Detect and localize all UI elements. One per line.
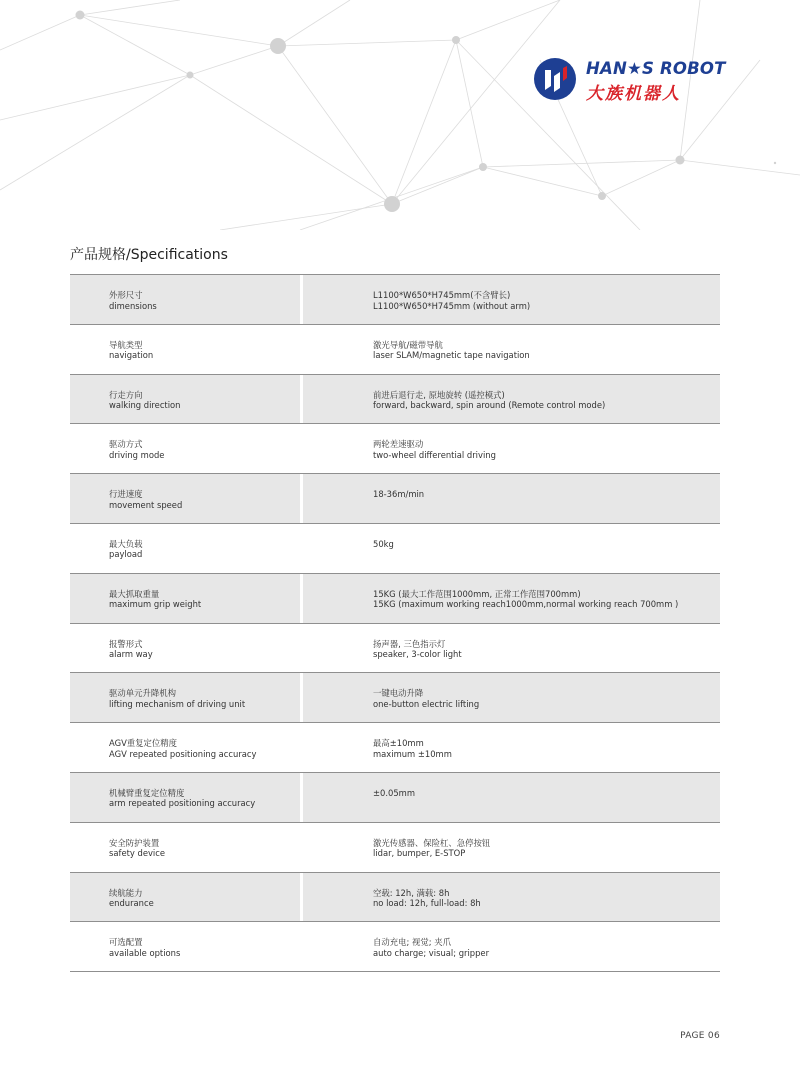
spec-value-cell [303, 375, 720, 424]
spec-value-1: 最高±10mm [373, 738, 424, 749]
spec-label-cell [70, 922, 300, 971]
spec-label-en: safety device [109, 848, 166, 859]
spec-label-cell [70, 773, 300, 822]
spec-label-cn: 续航能力 [109, 887, 143, 898]
spec-value-cell [303, 424, 720, 473]
spec-value-2: no load: 12h, full-load: 8h [373, 898, 481, 909]
spec-value-2: laser SLAM/magnetic tape navigation [373, 350, 530, 361]
spec-value-cell [303, 723, 720, 772]
spec-value-2: L1100*W650*H745mm (without arm) [373, 300, 531, 311]
spec-value-2: forward, backward, spin around (Remote control mode) [373, 400, 606, 411]
spec-value-cell [303, 474, 720, 523]
spec-value-1: 激光传感器、保险杠、急停按钮 [373, 837, 491, 848]
spec-row [70, 872, 720, 922]
spec-value-1: 自动充电; 视觉; 夹爪 [373, 937, 451, 948]
spec-row [70, 324, 720, 374]
spec-value-cell [303, 873, 720, 922]
spec-row [70, 921, 720, 972]
spec-value-2: 15KG (maximum working reach1000mm,normal working reach 700mm ) [373, 599, 679, 610]
spec-label-cn: 驱动方式 [109, 439, 143, 450]
spec-value-1: 激光导航/磁带导航 [373, 339, 443, 350]
spec-label-cell [70, 375, 300, 424]
spec-label-cn: 安全防护装置 [109, 837, 160, 848]
spec-value-2: maximum ±10mm [373, 748, 452, 759]
spec-value-1: 扬声器, 三色指示灯 [373, 638, 446, 649]
specifications-table [70, 274, 720, 972]
spec-label-cell [70, 574, 300, 623]
spec-row [70, 523, 720, 573]
spec-row [70, 473, 720, 523]
brand-logo [532, 56, 726, 104]
spec-label-cell [70, 823, 300, 872]
spec-row [70, 274, 720, 324]
spec-value-1: ±0.05mm [373, 787, 415, 798]
spec-label-cn: 驱动单元升降机构 [109, 688, 176, 699]
spec-label-cn: AGV重复定位精度 [109, 738, 178, 749]
spec-label-cn: 导航类型 [109, 339, 143, 350]
spec-label-cell [70, 524, 300, 573]
spec-label-cn: 行进速度 [109, 489, 143, 500]
spec-label-en: payload [109, 549, 143, 560]
spec-value-cell [303, 325, 720, 374]
spec-label-en: available options [109, 947, 181, 958]
spec-value-2: two-wheel differential driving [373, 449, 496, 460]
spec-value-cell [303, 773, 720, 822]
spec-value-1: 两轮差速驱动 [373, 439, 424, 450]
spec-label-en: dimensions [109, 300, 157, 311]
spec-value-1: L1100*W650*H745mm(不含臂长) [373, 290, 511, 300]
spec-label-cell [70, 624, 300, 673]
spec-value-1: 15KG (最大工作范围1000mm, 正常工作范围700mm) [373, 588, 581, 599]
page-number: PAGE 06 [680, 1031, 720, 1041]
spec-value-cell [303, 275, 720, 324]
spec-label-cn: 最大负载 [109, 538, 143, 549]
spec-label-cell [70, 673, 300, 722]
spec-label-en: maximum grip weight [109, 599, 202, 610]
spec-label-en: arm repeated positioning accuracy [109, 798, 256, 809]
spec-value-1: 空载: 12h, 满载: 8h [373, 887, 450, 898]
spec-label-cn: 最大抓取重量 [109, 588, 160, 599]
spec-label-cn: 报警形式 [109, 638, 143, 649]
spec-label-cell [70, 873, 300, 922]
spec-label-cn: 机械臂重复定位精度 [109, 787, 185, 798]
spec-label-en: walking direction [109, 400, 181, 411]
spec-label-cell [70, 474, 300, 523]
spec-value-1: 50kg [373, 538, 394, 549]
spec-label-en: navigation [109, 350, 154, 361]
brand-name-cn: 大族机器人 [586, 84, 681, 104]
spec-value-cell [303, 624, 720, 673]
spec-label-en: endurance [109, 898, 154, 909]
spec-row [70, 423, 720, 473]
background-network-graphic [0, 0, 800, 230]
spec-label-en: AGV repeated positioning accuracy [109, 748, 257, 759]
spec-label-en: driving mode [109, 449, 165, 460]
spec-value-cell [303, 823, 720, 872]
spec-row [70, 822, 720, 872]
spec-row [70, 573, 720, 623]
spec-value-2: auto charge; visual; gripper [373, 947, 490, 958]
spec-value-cell [303, 524, 720, 573]
spec-value-cell [303, 574, 720, 623]
spec-label-cn: 外形尺寸 [109, 290, 143, 300]
spec-row [70, 672, 720, 722]
spec-value-cell [303, 673, 720, 722]
spec-row [70, 623, 720, 673]
spec-label-cell [70, 723, 300, 772]
spec-label-en: lifting mechanism of driving unit [109, 698, 246, 709]
spec-label-cell [70, 424, 300, 473]
hans-robot-logo-icon [532, 56, 578, 102]
spec-value-cell [303, 922, 720, 971]
spec-label-en: movement speed [109, 499, 183, 510]
spec-value-1: 前进后退行走, 原地旋转 (遥控模式) [373, 389, 505, 400]
spec-row [70, 772, 720, 822]
spec-value-1: 一键电动升降 [373, 688, 424, 699]
spec-value-2: one-button electric lifting [373, 698, 480, 709]
spec-label-cell [70, 275, 300, 324]
section-title: 产品规格/Specifications [70, 247, 228, 263]
spec-value-2: lidar, bumper, E-STOP [373, 848, 466, 859]
spec-value-2: speaker, 3-color light [373, 649, 462, 660]
spec-value-2: 18-36m/min [373, 489, 425, 500]
spec-label-cn: 可选配置 [109, 937, 143, 948]
spec-label-en: alarm way [109, 649, 153, 660]
spec-row [70, 722, 720, 772]
spec-row [70, 374, 720, 424]
brand-name-en: HAN★S ROBOT [586, 59, 726, 78]
spec-label-cell [70, 325, 300, 374]
spec-label-cn: 行走方向 [109, 389, 143, 400]
